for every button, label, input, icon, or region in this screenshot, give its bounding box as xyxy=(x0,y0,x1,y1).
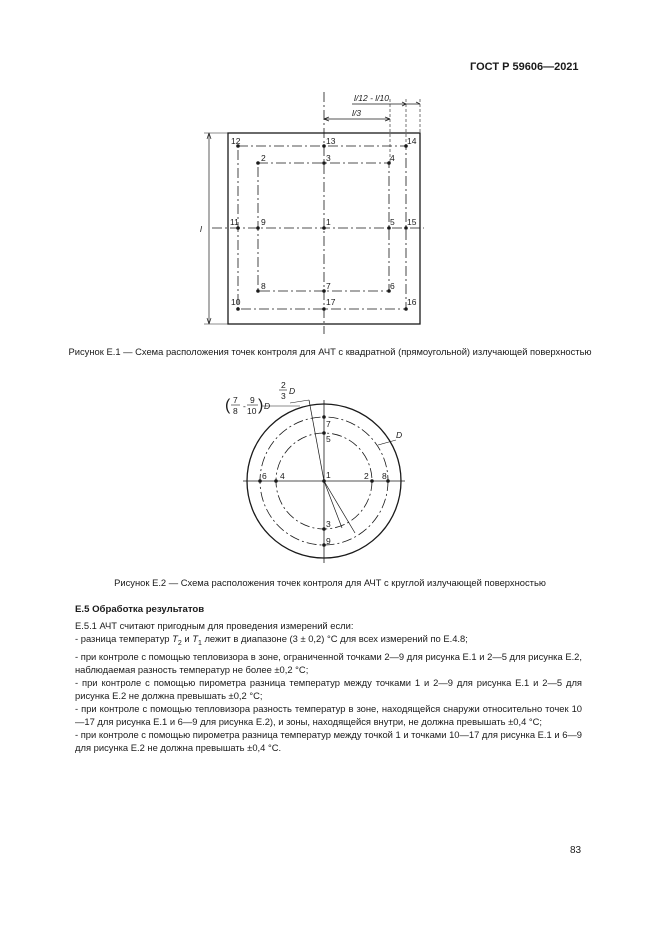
label-5: 5 xyxy=(390,217,395,227)
label-15: 15 xyxy=(407,217,417,227)
frac-b-num: 9 xyxy=(250,395,255,405)
page-number: 83 xyxy=(570,845,582,856)
section-body xyxy=(75,619,582,754)
c-label-2: 2 xyxy=(364,471,369,481)
paragraph-pyrometer-outer: - при контроле с помощью пирометра разница температур между точкой 1 и точками 10—17 для рисунка Е.1 и 6—9 для рисунка Е.2 не должна превышать ±0,4 °С. xyxy=(75,728,582,753)
paragraph-thermal-imager: - при контроле с помощью тепловизора в зоне, ограниченной точками 2—9 для рисунка Е.1 и 2—5 для рисунка Е.2, наблюдаемая разность температур не более ±0,2 °С; xyxy=(75,650,582,675)
c-label-8: 8 xyxy=(382,471,387,481)
radius-line-23 xyxy=(309,400,324,481)
c-label-1: 1 xyxy=(326,470,331,480)
c-label-7: 7 xyxy=(326,419,331,429)
label-14: 14 xyxy=(407,136,417,146)
c-label-9: 9 xyxy=(326,536,331,546)
dim-label-top: l/12 - l/10 xyxy=(354,93,389,103)
paragraph-temp-diff: - разница температур $T_2$ и $T_1$ лежит в диапазоне (3 ± 0,2) °С для всех измерений по Е.4.8; xyxy=(75,633,468,647)
c-label-4: 4 xyxy=(280,471,285,481)
frac-paren-open: ( xyxy=(225,397,231,414)
paragraph-intro: Е.5.1 АЧТ считают пригодным для проведения измерений если: xyxy=(75,620,354,631)
label-12: 12 xyxy=(231,136,241,146)
frac-23-den: 3 xyxy=(281,391,286,401)
figure-e2-caption: Рисунок Е.2 — Схема расположения точек контроля для АЧТ с круглой излучающей поверхностью xyxy=(114,577,546,588)
label-6: 6 xyxy=(390,281,395,291)
dim-line-D xyxy=(378,440,396,445)
label-10: 10 xyxy=(231,297,241,307)
label-11: 11 xyxy=(230,217,239,227)
label-4: 4 xyxy=(390,153,395,163)
frac-suffix: D xyxy=(264,401,271,411)
label-3: 3 xyxy=(326,153,331,163)
frac-23-num: 2 xyxy=(281,380,286,390)
c-label-3: 3 xyxy=(326,519,331,529)
label-2: 2 xyxy=(261,153,266,163)
label-17: 17 xyxy=(326,297,336,307)
c-point-2 xyxy=(370,479,374,483)
dim-label-side: l xyxy=(200,224,202,234)
label-9: 9 xyxy=(261,217,266,227)
c-label-6: 6 xyxy=(262,471,267,481)
section-heading: Е.5 Обработка результатов xyxy=(75,604,205,615)
frac-a-num: 7 xyxy=(233,395,238,405)
frac-a-den: 8 xyxy=(233,406,238,416)
dim-label-D: D xyxy=(396,430,403,440)
label-16: 16 xyxy=(407,297,417,307)
frac-paren-close: ) xyxy=(258,397,264,414)
label-13: 13 xyxy=(326,136,336,146)
c-point-4 xyxy=(274,479,278,483)
label-8: 8 xyxy=(261,281,266,291)
c-point-8 xyxy=(386,479,390,483)
paragraph-pyrometer: - при контроле с помощью пирометра разница температур между точками 1 и 2—9 для рисунка Е.1 и 2—5 для рисунка Е.2 не должна превышать ±0,2 °С; xyxy=(75,676,582,701)
paragraph-thermal-imager-outer: - при контроле с помощью тепловизора разность температур в зоне, находящейся снаружи относительно точек 10—17 для рисунка Е.1 и 6—9 для рисунка Е.2), и зоны, находящейся внутри, не должна превышать ±0,4 °С; xyxy=(75,702,582,727)
frac-b-den: 10 xyxy=(247,406,257,416)
figure-e1-caption: Рисунок Е.1 — Схема расположения точек контроля для АЧТ с квадратной (прямоугольной) излучающей поверхностью xyxy=(68,346,592,357)
label-7: 7 xyxy=(326,281,331,291)
frac-sep: - xyxy=(243,401,246,411)
document-code: ГОСТ Р 59606—2021 xyxy=(470,61,579,73)
c-label-5: 5 xyxy=(326,434,331,444)
label-1: 1 xyxy=(326,217,331,227)
dim-label-third: l/3 xyxy=(352,108,361,118)
frac-23-suffix: D xyxy=(289,386,296,396)
